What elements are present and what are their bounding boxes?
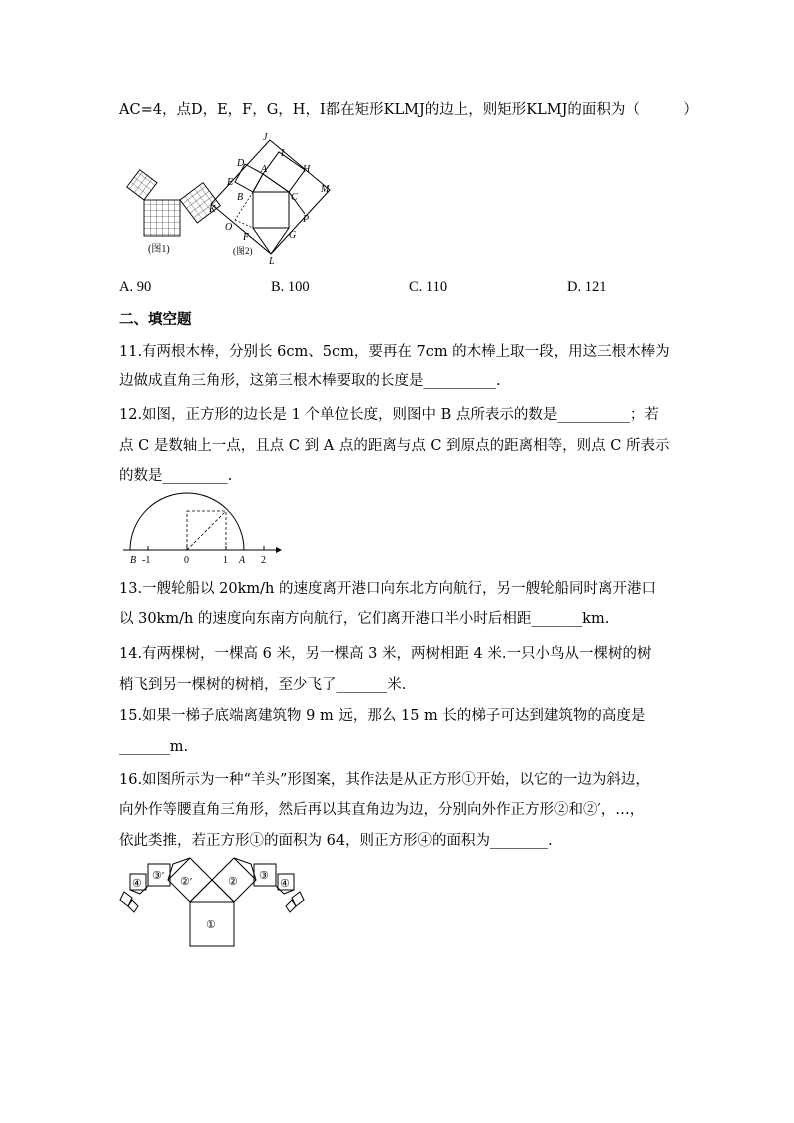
square-4-right-label: ④ [280, 878, 290, 890]
section-title: 二、填空题 [119, 312, 192, 328]
q12-number-line-figure [118, 495, 288, 570]
q16-goat-head-figure [118, 858, 308, 953]
q16-line-3: 依此类推，若正方形①的面积为 64，则正方形④的面积为________. [119, 833, 553, 849]
option-b: B. 100 [271, 279, 310, 295]
q14-line-1: 14.有两棵树，一棵高 6 米，另一棵高 3 米，两树相距 4 米.一只小鸟从一棵树的树 [119, 646, 652, 662]
q15-line-1: 15.如果一梯子底端离建筑物 9 m 远，那么 15 m 长的梯子可达到建筑物的高度是 [119, 708, 646, 724]
square-2p-label: ②′ [180, 876, 193, 888]
q12-line-3: 的数是_________. [119, 468, 233, 484]
axis-label-B: B [130, 555, 137, 566]
label-K: K [209, 204, 216, 215]
square-1-label: ① [206, 919, 216, 931]
label-B: B [237, 192, 244, 203]
q11-line-1: 11.有两根木棒，分别长 6cm、5cm，要再在 7cm 的木棒上取一段，用这三根木棒为 [119, 344, 670, 360]
q12-line-2: 点 C 是数轴上一点，且点 C 到 A 点的距离与点 C 到原点的距离相等，则点 C 所表示 [119, 438, 670, 454]
option-d: D. 121 [567, 279, 607, 295]
q12-line-1: 12.如图，正方形的边长是 1 个单位长度，则图中 B 点所表示的数是__________；若 [119, 407, 659, 423]
axis-label-zero: 0 [184, 555, 189, 566]
label-P: P [303, 214, 310, 225]
label-E: E [227, 177, 234, 188]
q14-line-2: 梢飞到另一棵树的树梢，至少飞了_______米. [119, 677, 407, 693]
label-H: H [303, 164, 311, 175]
q16-line-2: 向外作等腰直角三角形，然后再以其直角边为边，分别向外作正方形②和②′，…， [119, 802, 645, 818]
axis-label-one: 1 [223, 555, 228, 566]
fig1-caption: (图1) [148, 244, 170, 255]
label-F: F [243, 232, 250, 243]
label-A: A [261, 164, 268, 175]
square-4-left-label: ④ [132, 878, 142, 890]
axis-label-A: A [239, 555, 246, 566]
q10-figure-1 [120, 150, 210, 265]
q13-line-1: 13.一艘轮船以 20km/h 的速度离开港口向东北方向航行，另一艘轮船同时离开港口 [119, 581, 656, 597]
option-c: C. 110 [409, 279, 448, 295]
axis-label-minus-one: -1 [142, 555, 151, 566]
q15-line-2: _______m. [119, 739, 189, 755]
square-3p-label: ③′ [152, 870, 165, 882]
q10-figure-2 [205, 130, 345, 265]
label-J: J [263, 132, 268, 143]
label-M: M [321, 184, 330, 195]
square-3-label: ③ [259, 870, 269, 882]
label-L: L [269, 256, 275, 267]
q11-line-2: 边做成直角三角形，这第三根木棒要取的长度是__________. [119, 373, 501, 389]
label-C: C [291, 192, 298, 203]
q13-line-2: 以 30km/h 的速度向东南方向航行，它们离开港口半小时后相距_______km. [119, 611, 610, 627]
option-a: A. 90 [119, 279, 152, 295]
square-2-label: ② [228, 876, 238, 888]
label-I: I [281, 148, 285, 159]
fig2-caption: (图2) [233, 246, 253, 256]
q16-line-1: 16.如图所示为一种“羊头”形图案，其作法是从正方形①开始，以它的一边为斜边， [119, 772, 650, 788]
label-O: O [225, 222, 233, 233]
q10-stem: AC=4，点D，E，F，G，H，I都在矩形KLMJ的边上，则矩形KLMJ的面积为（ ） [119, 102, 698, 118]
label-G: G [289, 230, 297, 241]
axis-label-two: 2 [261, 555, 266, 566]
label-D: D [237, 158, 245, 169]
